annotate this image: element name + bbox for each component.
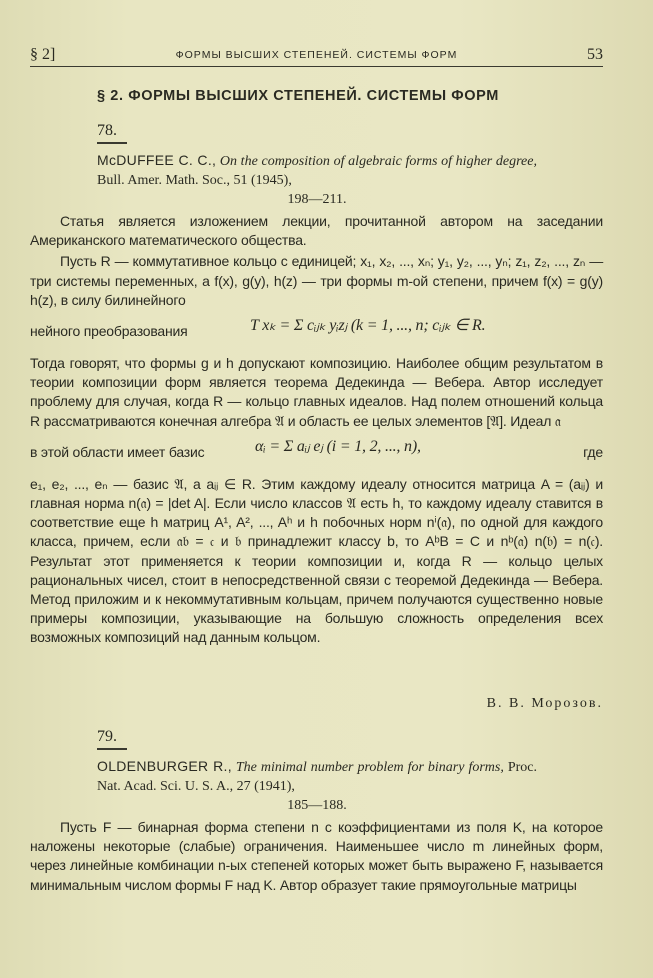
citation-pages: 198—211. (287, 192, 347, 207)
bilinear-transform-formula (250, 316, 485, 335)
formula-text: T xₖ = Σ cᵢⱼₖ yᵢzⱼ (k = 1, ..., n; cᵢⱼₖ ∈ R. (250, 317, 486, 335)
section-title: § 2. ФОРМЫ ВЫСШИХ СТЕПЕНЕЙ. СИСТЕМЫ ФОРМ (97, 88, 499, 104)
citation-author: McDUFFEE C. C., (97, 152, 217, 168)
abstract-79 (30, 818, 603, 895)
citation-78 (97, 151, 537, 209)
running-head-title: ФОРМЫ ВЫСШИХ СТЕПЕНЕЙ. СИСТЕМЫ ФОРМ (175, 49, 458, 61)
running-head-section: § 2] (30, 46, 56, 63)
citation-author: OLDENBURGER R., (97, 758, 232, 774)
citation-source: Proc. Nat. Acad. Sci. U. S. A., 27 (1941), (97, 760, 537, 794)
citation-title: The minimal number problem for binary forms, (235, 760, 504, 775)
reviewer-signature: В. В. Морозов. (486, 696, 603, 711)
formula-line-2 (30, 431, 603, 475)
citation-source: Bull. Amer. Math. Soc., 51 (1945), (97, 173, 292, 188)
running-head (30, 44, 603, 67)
abstract-78 (30, 212, 603, 648)
paragraph: Пусть R — коммутативное кольцо с единицей; x₁, x₂, ..., xₙ; y₁, y₂, ..., yₙ; z₁, z₂, ..., zₙ — три системы переменных, а f(x), g(y), h(z) — три формы m-ой степени, причем f(x) = g(y) h(z), в силу билинейного (30, 253, 603, 308)
entry-number-78: 78. (97, 122, 127, 144)
citation-79 (97, 757, 537, 815)
entry-number-79: 79. (97, 728, 127, 750)
paragraph: Статья является изложением лекции, прочитанной автором на заседании Американского математического общества. (30, 213, 603, 249)
citation-title: On the composition of algebraic forms of higher degree, (219, 154, 537, 169)
page-number: 53 (587, 46, 603, 63)
formula-lead-text: нейного преобразования (30, 323, 188, 340)
formula-lead-text: в этой области имеет базис (30, 443, 205, 460)
paragraph: e₁, e₂, ..., eₙ — базис 𝔄, а aᵢⱼ ∈ R. Этим каждому идеалу относится матрица A = (aᵢⱼ) и главная норма n(𝔞) = |det A|. Если число классов 𝔄 есть h, то каждому идеалу ставится в соответствие еще h матриц A¹, A², ..., Aʰ и h побочных норм nⁱ(𝔞), по одной для каждого класса, причем, если 𝔞𝔟 = 𝔠 и 𝔟 принадлежит классу b, то AᵇB = C и nᵇ(𝔞) n(𝔟) = n(𝔠). Результат этот применяется к теории композиции и, когда R — кольцо целых рациональных чисел, стоит в непосредственной связи с теоремой Дедекинда — Вебера. Метод приложим и к некоммутативным кольцам, причем получаются существенно новые примеры композиции, указывающие на большую сложность определения всех возможных композиций над данным кольцом. (30, 475, 603, 646)
formula-trail-text: где (583, 443, 603, 460)
paragraph: Пусть F — бинарная форма степени n с коэффициентами из поля K, на которое наложены некоторые (слабые) ограничения. Наименьшее число m линейных форм, через линейные комбинации n-ых степеней которых может быть выражено F, называется минимальным числом формы F над K. Автор образует такие прямоугольные матрицы (30, 819, 603, 893)
paragraph: Тогда говорят, что формы g и h допускают композицию. Наиболее общим результатом в теории композиции форм является теорема Дедекинда — Вебера. Автор исследует проблему для случая, когда R — кольцо главных идеалов. Над полем отношений кольца R рассматриваются конечная алгебра 𝔄 и область ее целых элементов [𝔄]. Идеал 𝔞 (30, 355, 603, 429)
ideal-basis-formula (255, 437, 421, 456)
formula-line-1 (30, 310, 603, 354)
citation-pages: 185—188. (287, 798, 347, 813)
formula-text: αᵢ = Σ aᵢⱼ eⱼ (i = 1, 2, ..., n), (255, 437, 421, 455)
